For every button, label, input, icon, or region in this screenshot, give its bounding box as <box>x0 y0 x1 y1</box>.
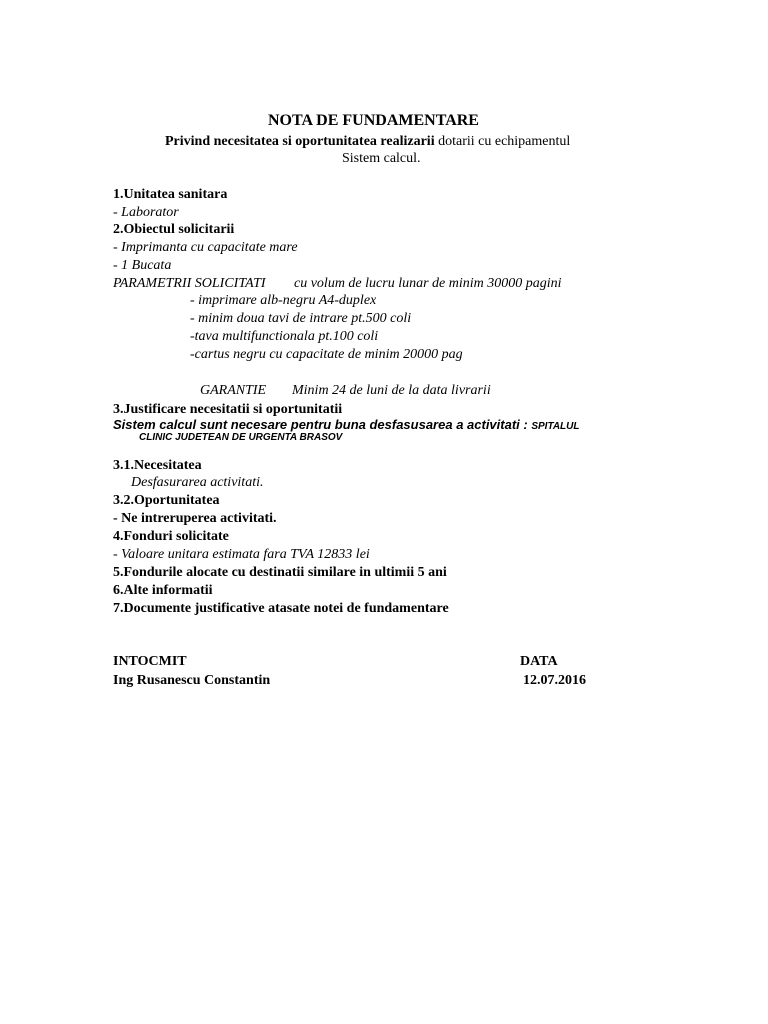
section2-item: - 1 Bucata <box>113 258 172 273</box>
warranty-value: Minim 24 de luni de la data livrarii <box>292 383 491 398</box>
subtitle-bold: Privind necesitatea si oportunitatea realizarii <box>165 134 435 149</box>
params-description: cu volum de lucru lunar de minim 30000 pagini <box>294 276 562 291</box>
document-subtitle <box>165 133 570 151</box>
section7-heading: 7.Documente justificative atasate notei de fundamentare <box>113 601 449 616</box>
section32-heading: 3.2.Oportunitatea <box>113 493 220 508</box>
params-label: PARAMETRII SOLICITATI <box>113 276 266 291</box>
param-item: - minim doua tavi de intrare pt.500 coli <box>190 311 412 326</box>
section31-value: Desfasurarea activitati. <box>131 475 264 490</box>
section4-heading: 4.Fonduri solicitate <box>113 529 229 544</box>
signoff-label: INTOCMIT <box>113 654 187 669</box>
section3-heading: 3.Justificare necesitatii si oportunitatii <box>113 402 343 417</box>
section4-value: - Valoare unitara estimata fara TVA 12833 lei <box>113 547 370 562</box>
section3-text-small: SPITALUL <box>531 421 580 432</box>
document-title: NOTA DE FUNDAMENTARE <box>268 112 479 129</box>
param-item: -tava multifunctionala pt.100 coli <box>190 329 379 344</box>
date-value: 12.07.2016 <box>523 673 586 688</box>
section2-heading: 2.Obiectul solicitarii <box>113 222 235 237</box>
param-item: - imprimare alb-negru A4-duplex <box>190 293 377 308</box>
subtitle-line2: Sistem calcul. <box>342 151 421 166</box>
section5-heading: 5.Fondurile alocate cu destinatii similare in ultimii 5 ani <box>113 565 447 580</box>
section2-item: - Imprimanta cu capacitate mare <box>113 240 298 255</box>
subtitle-rest: dotarii cu echipamentul <box>434 134 571 149</box>
signoff-name: Ing Rusanescu Constantin <box>113 673 271 688</box>
section6-heading: 6.Alte informatii <box>113 583 213 598</box>
section31-heading: 3.1.Necesitatea <box>113 458 202 473</box>
date-label: DATA <box>520 654 558 669</box>
section3-text-main: Sistem calcul sunt necesare pentru buna desfasusarea a activitati : <box>113 417 528 432</box>
section1-heading: 1.Unitatea sanitara <box>113 187 228 202</box>
param-item: -cartus negru cu capacitate de minim 20000 pag <box>190 347 463 362</box>
section1-value: - Laborator <box>113 205 179 220</box>
warranty-label: GARANTIE <box>200 383 267 398</box>
section3-text-line2: CLINIC JUDETEAN DE URGENTA BRASOV <box>139 432 343 443</box>
section32-value: - Ne intreruperea activitati. <box>113 511 277 526</box>
